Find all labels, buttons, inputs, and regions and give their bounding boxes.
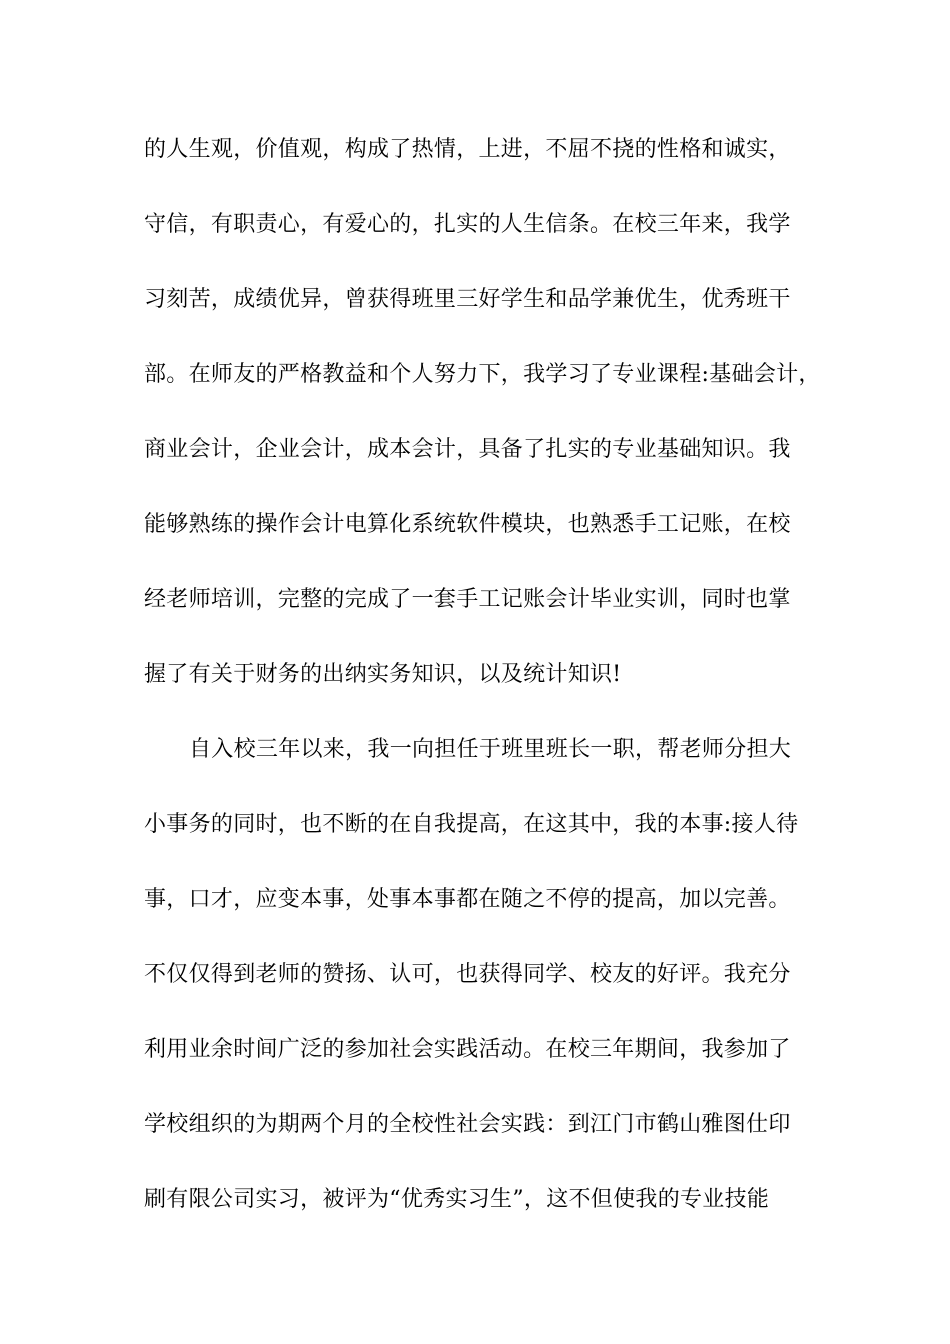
body-text-line: 部。在师友的严格教益和个人努力下，我学习了专业课程:基础会计， — [144, 362, 821, 387]
body-text-line: 事，口才，应变本事，处事本事都在随之不停的提高，加以完善。 — [144, 887, 791, 912]
body-text-line: 能够熟练的操作会计电算化系统软件模块，也熟悉手工记账，在校 — [144, 512, 791, 537]
body-text-line: 习刻苦，成绩优异，曾获得班里三好学生和品学兼优生，优秀班干 — [144, 287, 791, 312]
body-text-line: 利用业余时间广泛的参加社会实践活动。在校三年期间，我参加了 — [144, 1037, 791, 1062]
body-text-line: 小事务的同时，也不断的在自我提高，在这其中，我的本事:接人待 — [144, 812, 799, 837]
body-text-line: 商业会计，企业会计，成本会计，具备了扎实的专业基础知识。我 — [144, 437, 791, 462]
body-text-line: 经老师培训，完整的完成了一套手工记账会计毕业实训，同时也掌 — [144, 587, 791, 612]
body-text-line: 的人生观，价值观，构成了热情，上进，不屈不挠的性格和诚实， — [144, 137, 791, 162]
body-text-line: 握了有关于财务的出纳实务知识，以及统计知识! — [144, 662, 622, 687]
body-text-line: 不仅仅得到老师的赞扬、认可，也获得同学、校友的好评。我充分 — [144, 962, 791, 987]
body-text-line: 刷有限公司实习，被评为“优秀实习生”，这不但使我的专业技能 — [144, 1187, 770, 1212]
body-text-line: 守信，有职责心，有爱心的，扎实的人生信条。在校三年来，我学 — [144, 212, 791, 237]
paragraph-first-line: 自入校三年以来，我一向担任于班里班长一职，帮老师分担大 — [189, 737, 792, 762]
body-text-line: 学校组织的为期两个月的全校性社会实践：到江门市鹤山雅图仕印 — [144, 1112, 791, 1137]
